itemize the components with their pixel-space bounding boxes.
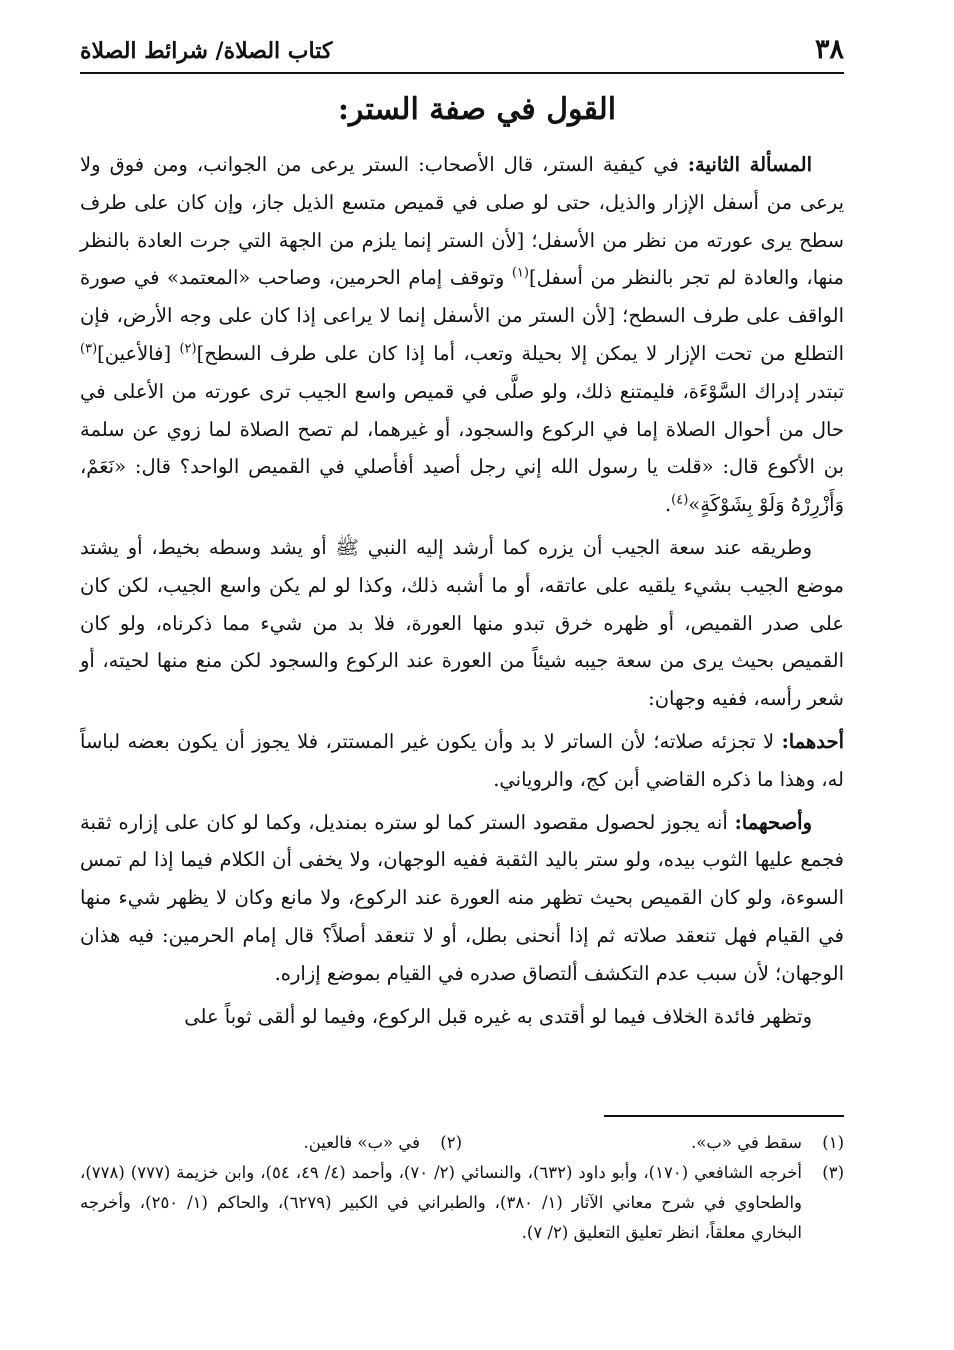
footnote-divider [604,1115,844,1117]
paragraph-1-text-b: وتوقف إمام الحرمين، وصاحب «المعتمد» في صورة الواقف على طرف السطح؛ [لأن الستر من الأسفل إنما لا يراعى إذا كان على وجه الأرض، فإن التطلع من تحت الإزار لا يمكن إلا بحيلة وتعب، أما إذا كان على طرف السطح] [80,266,844,365]
paragraph-2: وطريقه عند سعة الجيب أن يزره كما أرشد إليه النبي ﷺ أو يشد وسطه بخيط، أو يشتد موضع الجيب بشيء يلقيه على عاتقه، أو ما أشبه ذلك، وكذا لو لم يكن واسع الجيب، لكن كان على صدر القميص، أو ظهره خرق تبدو منها العورة، فلا بد من شيء مما ذكرناه، ولو كان القميص بحيث يرى من سعة جيبه شيئاً من العورة عند الركوع والسجود لكن منع منها لحيته، أو شعر رأسه، ففيه وجهان: [80,535,844,711]
running-head: كتاب الصلاة/ شرائط الصلاة [80,38,333,64]
footnote-ref-1: (١) [511,265,529,281]
main-text [80,146,844,1040]
paragraph-4-text: أنه يجوز لحصول مقصود الستر كما لو ستره بمنديل، وكما لو كان على إزاره ثقبة فجمع عليها الثوب بيده، ولو ستر باليد الثقبة ففيه الوجهان، ولا يخفى أن الكلام فيما إذا لم تمس السوءة، ولو كان القميص بحيث تظهر منه العورة عند الركوع، ولا مانع وكان لا يظهر شيء منها في القيام فهل تنعقد صلاته ثم إذا أنحنى بطل، أو لا تنعقد أصلاً؟ قال إمام الحرمين: فيه هذان الوجهان؛ لأن سبب عدم التكشف ألتصاق صدره في القيام بموضع إزاره. [80,810,844,985]
page-number: ٣٨ [814,34,844,65]
footnote-ref-2: (٢) [179,341,197,357]
footnote-ref-4: (٤) [671,492,689,508]
paragraph-1-text-e: . [664,493,672,517]
paragraph-5: وتظهر فائدة الخلاف فيما لو أقتدى به غيره قبل الركوع، وفيما لو ألقى ثوباً على [184,1004,812,1028]
paragraph-1-text-a: في كيفية الستر، قال الأصحاب: الستر يرعى من الجوانب، ومن فوق ولا يرعى من أسفل الإزار والذيل، حتى لو صلى في قميص متسع الذيل جاز، وإن كان على طرف سطح يرى عورته من نظر من الأسفل؛ [لأن الستر إنما يلزم من الجهة التي جرت العادة بالنظر منها، والعادة لم تجر بالنظر من أسفل] [80,153,844,290]
section-title: القول في صفة الستر: [337,92,617,127]
footnote-3 [80,1158,844,1248]
footnote-2-text: في «ب» فالعين. [303,1133,420,1152]
footnote-ref-3: (٣) [80,341,98,357]
paragraph-1-text-d: تبتدر إدراك السَّوْءَة، فليمتنع ذلك، ولو صلَّى في قميص واسع الجيب ترى عورته من الأعلى في حال من أحوال الصلاة إما في الركوع والسجود، أو غيرهما، لم تصح الصلاة لما زوي عن سلمة بن الأكوع قال: «قلت يا رسول الله إني رجل أصيد أفأصلي في القميص الواحد؟ قال: «نَعَمْ، وَأَزْرِرْهُ وَلَوْ بِشَوْكَةٍ» [80,379,844,517]
footnote-2-number: (٢) [440,1133,462,1152]
footnote-1-text: سقط في «ب». [691,1133,802,1152]
footnote-1 [462,1128,844,1158]
paragraph-1-text-c: [فالأعين] [97,341,180,365]
paragraph-1-lead: المسألة الثانية: [687,153,812,176]
paragraph-1 [80,146,844,524]
page-header [80,30,844,74]
footnotes [80,1128,844,1248]
paragraph-4-lead: وأصحهما: [734,810,812,834]
paragraph-3 [80,723,844,799]
footnote-row-1-2 [80,1128,844,1158]
paragraph-3-lead: أحدهما: [781,729,844,753]
footnote-3-number: (٣) [822,1163,844,1182]
footnote-3-text: أخرجه الشافعي (١٧٠)، وأبو داود (٦٣٢)، والنسائي (٢/ ٧٠)، وأحمد (٤/ ٤٩، ٥٤)، وابن خزيمة (٧٧٧) (٧٧٨)، والطحاوي في شرح معاني الآثار (١/ ٣٨٠)، والطبراني في الكبير (٦٢٧٩)، والحاكم (١/ ٢٥٠)، وأخرجه البخاري معلقاً، انظر تعليق التعليق (٢/ ٧). [80,1163,803,1242]
paragraph-3-text: لا تجزئه صلاته؛ لأن الساتر لا بد وأن يكون غير المستتر، فلا يجوز أن يكون بعضه لباساً له، وهذا ما ذكره القاضي أبن كج، والروياني. [80,729,844,791]
footnote-2 [80,1128,462,1158]
paragraph-4 [80,804,844,993]
footnote-1-number: (١) [822,1133,844,1152]
